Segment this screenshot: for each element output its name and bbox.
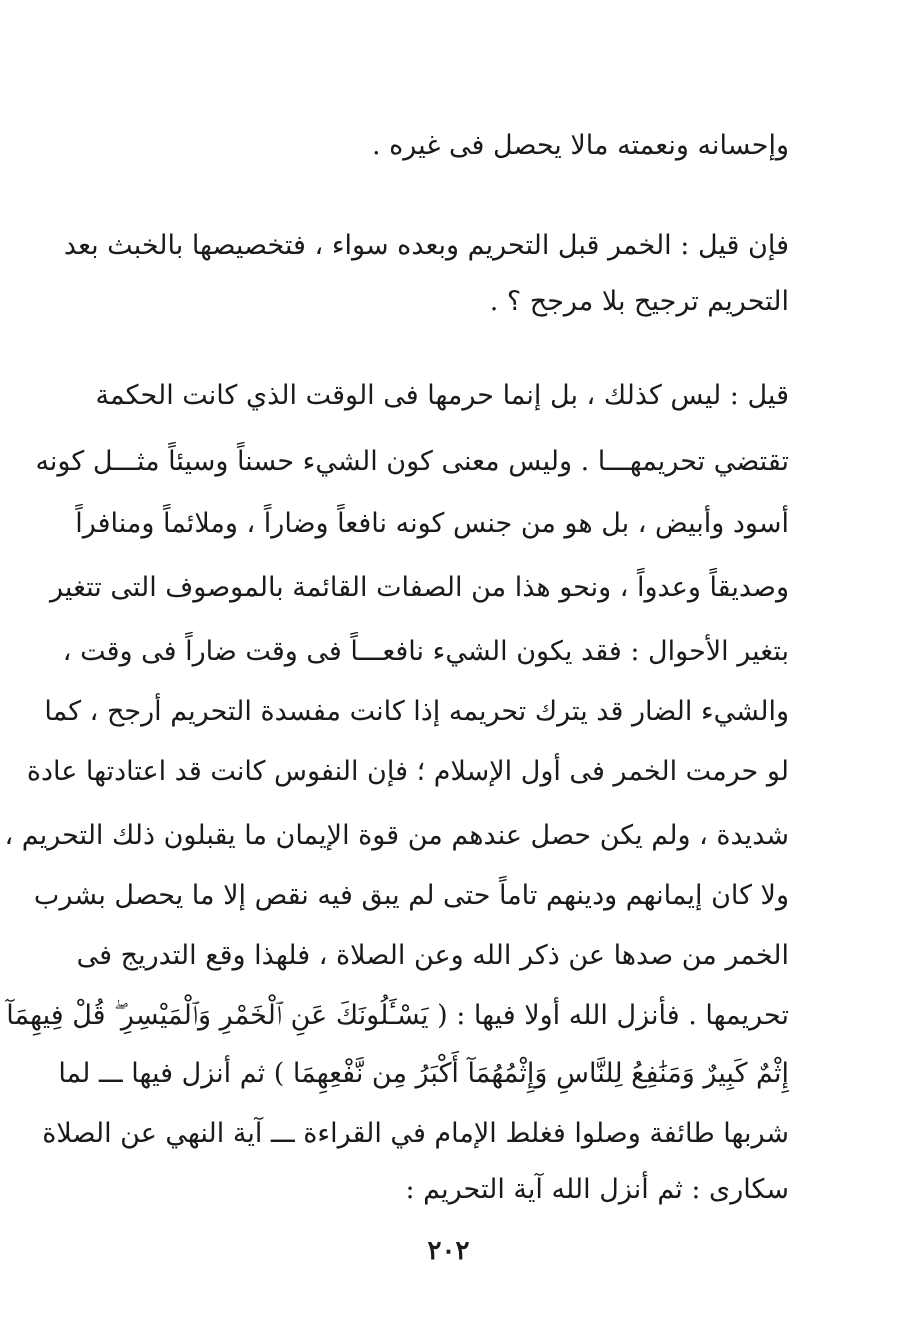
text-line: لو حرمت الخمر فى أول الإسلام ؛ فإن النفوس كانت قد اعتادتها عادة	[26, 756, 789, 787]
text-line: التحريم ترجيح بلا مرجح ؟ .	[489, 286, 789, 317]
text-line: وصديقاً وعدواً ، ونحو هذا من الصفات القائمة بالموصوف التى تتغير	[50, 572, 789, 603]
text-line: شديدة ، ولم يكن حصل عندهم من قوة الإيمان ما يقبلون ذلك التحريم ،	[4, 820, 789, 851]
quran-verse-line: تحريمها . فأنزل الله أولا فيها : ( يَسْـَٔلُونَكَ عَنِ ٱلْخَمْرِ وَٱلْمَيْسِرِ ۖ قُلْ فِيهِمَآ	[6, 1000, 789, 1031]
text-line: قيل : ليس كذلك ، بل إنما حرمها فى الوقت الذي كانت الحكمة	[95, 380, 789, 411]
text-line: شربها طائفة وصلوا فغلط الإمام في القراءة ـــ آية النهي عن الصلاة	[42, 1118, 789, 1149]
text-line: ولا كان إيمانهم ودينهم تاماً حتى لم يبق فيه نقص إلا ما يحصل بشرب	[33, 880, 789, 911]
page-number: ٢٠٢	[427, 1236, 470, 1266]
text-line: والشيء الضار قد يترك تحريمه إذا كانت مفسدة التحريم أرجح ، كما	[44, 696, 789, 727]
text-line: فإن قيل : الخمر قبل التحريم وبعده سواء ، فتخصيصها بالخبث بعد	[63, 230, 789, 261]
text-line: وإحسانه ونعمته مالا يحصل فى غيره .	[371, 130, 789, 161]
text-line: أسود وأبيض ، بل هو من جنس كونه نافعاً وضاراً ، وملائماً ومنافراً	[75, 508, 789, 539]
text-line: بتغير الأحوال : فقد يكون الشيء نافعـــاً فى وقت ضاراً فى وقت ،	[62, 636, 789, 667]
text-line: الخمر من صدها عن ذكر الله وعن الصلاة ، فلهذا وقع التدريج فى	[76, 940, 789, 971]
text-line: سكارى : ثم أنزل الله آية التحريم :	[405, 1174, 789, 1205]
text-line: تقتضي تحريمهـــا . وليس معنى كون الشيء حسناً وسيئاً مثـــل كونه	[35, 446, 789, 477]
quran-verse-line: إِثْمٌ كَبِيرٌ وَمَنَٰفِعُ لِلنَّاسِ وَإِثْمُهُمَآ أَكْبَرُ مِن نَّفْعِهِمَا ) ثم أنزل فيها ـــ لما	[58, 1058, 789, 1089]
